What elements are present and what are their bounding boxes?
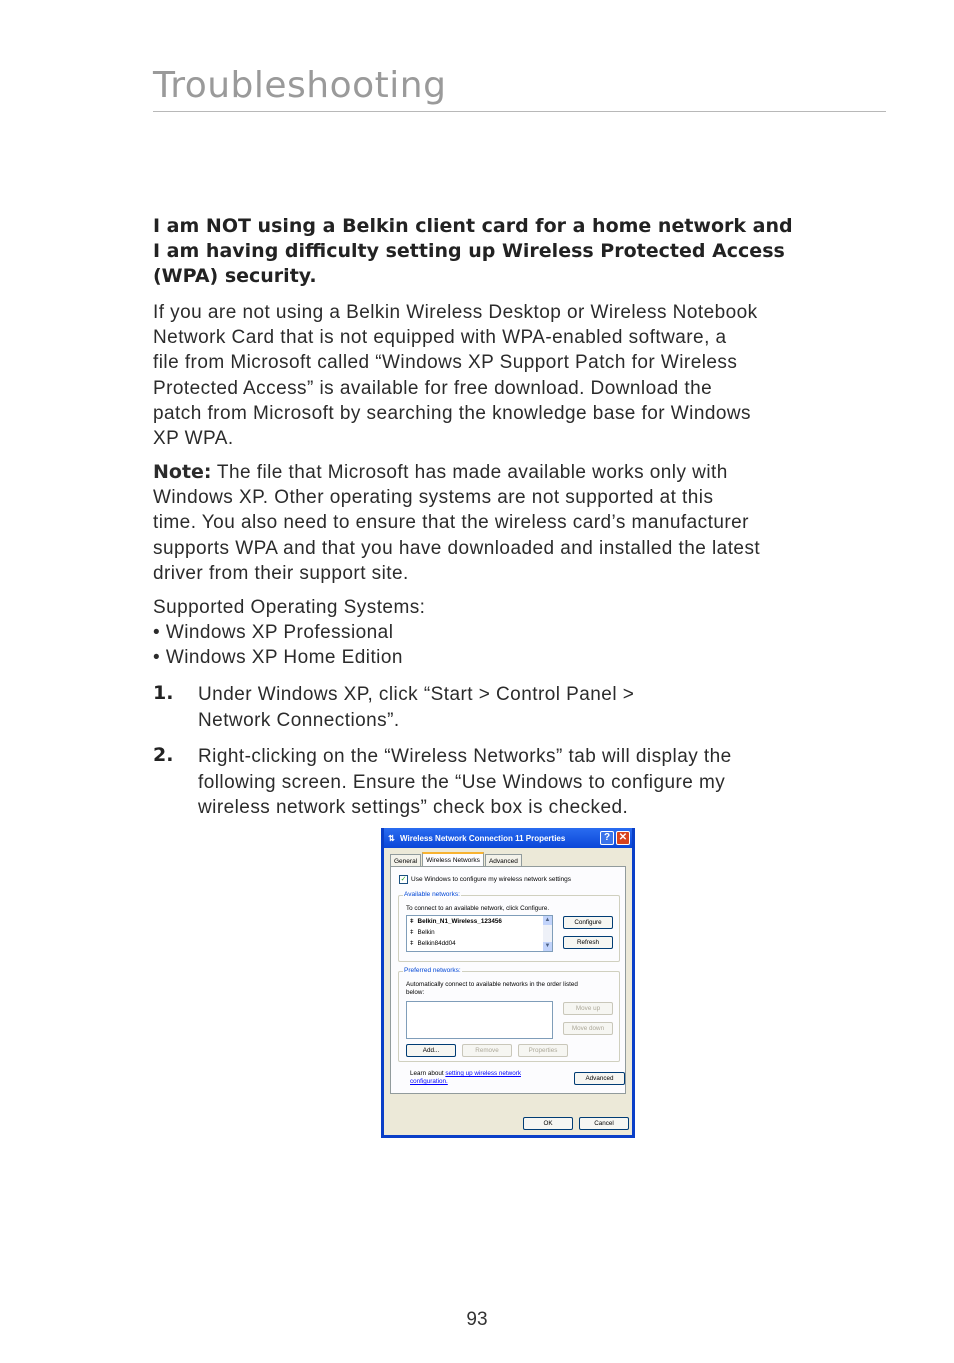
antenna-icon: ǂ xyxy=(410,930,414,936)
note-label: Note: xyxy=(153,461,212,483)
preferred-networks-label: Preferred networks: xyxy=(404,967,461,974)
cancel-button[interactable]: Cancel xyxy=(579,1117,629,1130)
heading-line: I am NOT using a Belkin client card for a home network and xyxy=(153,215,793,237)
network-connection-icon: ⇅ xyxy=(388,833,395,843)
list-item[interactable] xyxy=(407,916,552,927)
learn-about-prefix: Learn about xyxy=(410,1070,446,1077)
available-networks-description: To connect to an available network, click Configure. xyxy=(406,905,550,912)
move-down-button[interactable]: Move down xyxy=(563,1022,613,1035)
tab-wireless-networks[interactable]: Wireless Networks xyxy=(422,852,484,868)
paragraph-line: file from Microsoft called “Windows XP Support Patch for Wireless xyxy=(153,352,738,374)
note-paragraph xyxy=(153,460,853,586)
preferred-networks-description: Automatically connect to available networks in the order listed xyxy=(406,981,578,988)
intro-paragraph xyxy=(153,300,853,451)
step-line: wireless network settings” check box is checked. xyxy=(198,797,629,818)
refresh-button[interactable]: Refresh xyxy=(563,936,613,949)
page-title: Troubleshooting xyxy=(153,65,447,106)
tab-general[interactable]: General xyxy=(390,854,421,867)
preferred-networks-description: below: xyxy=(406,989,425,996)
step-line: Network Connections”. xyxy=(198,709,400,731)
step-number: 2. xyxy=(153,744,174,766)
step-line: following screen. Ensure the “Use Windows to configure my xyxy=(198,771,726,793)
use-windows-checkbox-row[interactable] xyxy=(399,875,571,884)
paragraph-line: XP WPA. xyxy=(153,428,234,450)
paragraph-line: Windows XP. Other operating systems are not supported at this xyxy=(153,487,714,509)
step-text xyxy=(198,682,858,733)
help-button[interactable]: ? xyxy=(600,831,614,845)
supported-os-list xyxy=(153,595,853,671)
wireless-properties-dialog xyxy=(381,828,635,1138)
heading-line: (WPA) security. xyxy=(153,265,317,287)
preferred-networks-group xyxy=(398,967,620,1062)
step-line: Right-clicking on the “Wireless Networks” tab will display the xyxy=(198,746,732,767)
network-name: Belkin84dd04 xyxy=(417,940,456,947)
list-item[interactable] xyxy=(407,938,552,949)
paragraph-line: If you are not using a Belkin Wireless Desktop or Wireless Notebook xyxy=(153,302,758,323)
use-windows-checkbox[interactable]: ✓ xyxy=(400,876,407,883)
paragraph-line: supports WPA and that you have downloaded and installed the latest xyxy=(153,537,761,559)
tab-advanced[interactable]: Advanced xyxy=(485,854,522,867)
list-item[interactable] xyxy=(407,927,552,938)
available-networks-label: Available networks: xyxy=(404,891,460,898)
dialog-body xyxy=(384,848,632,1135)
move-up-button[interactable]: Move up xyxy=(563,1002,613,1015)
advanced-button[interactable]: Advanced xyxy=(574,1072,625,1085)
dialog-titlebar[interactable] xyxy=(384,828,632,848)
learn-about-text xyxy=(410,1070,521,1078)
heading-line: I am having difficulty setting up Wireless Protected Access xyxy=(153,240,785,262)
dialog-title: Wireless Network Connection 11 Properties xyxy=(400,833,566,843)
network-name: Belkin_N1_Wireless_123456 xyxy=(417,918,502,925)
antenna-icon: ǂ xyxy=(410,919,414,925)
page-number: 93 xyxy=(466,1309,488,1330)
paragraph-line xyxy=(153,460,853,485)
remove-button[interactable]: Remove xyxy=(462,1044,512,1057)
preferred-networks-list[interactable] xyxy=(406,1001,553,1039)
paragraph-line: patch from Microsoft by searching the knowledge base for Windows xyxy=(153,402,752,424)
scroll-up-icon[interactable]: ▲ xyxy=(544,917,551,923)
close-button[interactable]: ✕ xyxy=(616,831,630,845)
step-line: Under Windows XP, click “Start > Control Panel > xyxy=(198,684,635,705)
paragraph-line: Supported Operating Systems: xyxy=(153,597,426,618)
ok-button[interactable]: OK xyxy=(523,1117,573,1130)
available-networks-list[interactable] xyxy=(406,915,553,952)
paragraph-line: time. You also need to ensure that the wireless card’s manufacturer xyxy=(153,512,749,534)
available-networks-group xyxy=(398,891,620,962)
tab-panel xyxy=(390,866,626,1094)
antenna-icon: ǂ xyxy=(410,941,414,947)
network-name: Belkin xyxy=(417,929,435,936)
list-item: • Windows XP Home Edition xyxy=(153,647,403,669)
learn-about-link[interactable]: setting up wireless network xyxy=(445,1070,521,1077)
step-text xyxy=(198,744,858,821)
list-item: • Windows XP Professional xyxy=(153,622,394,644)
paragraph-line: Protected Access” is available for free download. Download the xyxy=(153,377,713,399)
add-button[interactable]: Add... xyxy=(406,1044,456,1057)
section-heading xyxy=(153,214,853,289)
use-windows-checkbox-label: Use Windows to configure my wireless network settings xyxy=(411,876,572,883)
title-divider xyxy=(153,111,886,112)
learn-about-link-continued[interactable]: configuration. xyxy=(410,1078,448,1085)
paragraph-line: Network Card that is not equipped with WPA-enabled software, a xyxy=(153,327,727,349)
configure-button[interactable]: Configure xyxy=(563,916,613,929)
note-first-line: The file that Microsoft has made available works only with xyxy=(211,462,728,483)
paragraph-line: driver from their support site. xyxy=(153,562,409,584)
properties-button[interactable]: Properties xyxy=(518,1044,568,1057)
scroll-down-icon[interactable]: ▼ xyxy=(544,943,551,949)
list-scrollbar[interactable] xyxy=(543,916,552,951)
step-number: 1. xyxy=(153,682,174,704)
